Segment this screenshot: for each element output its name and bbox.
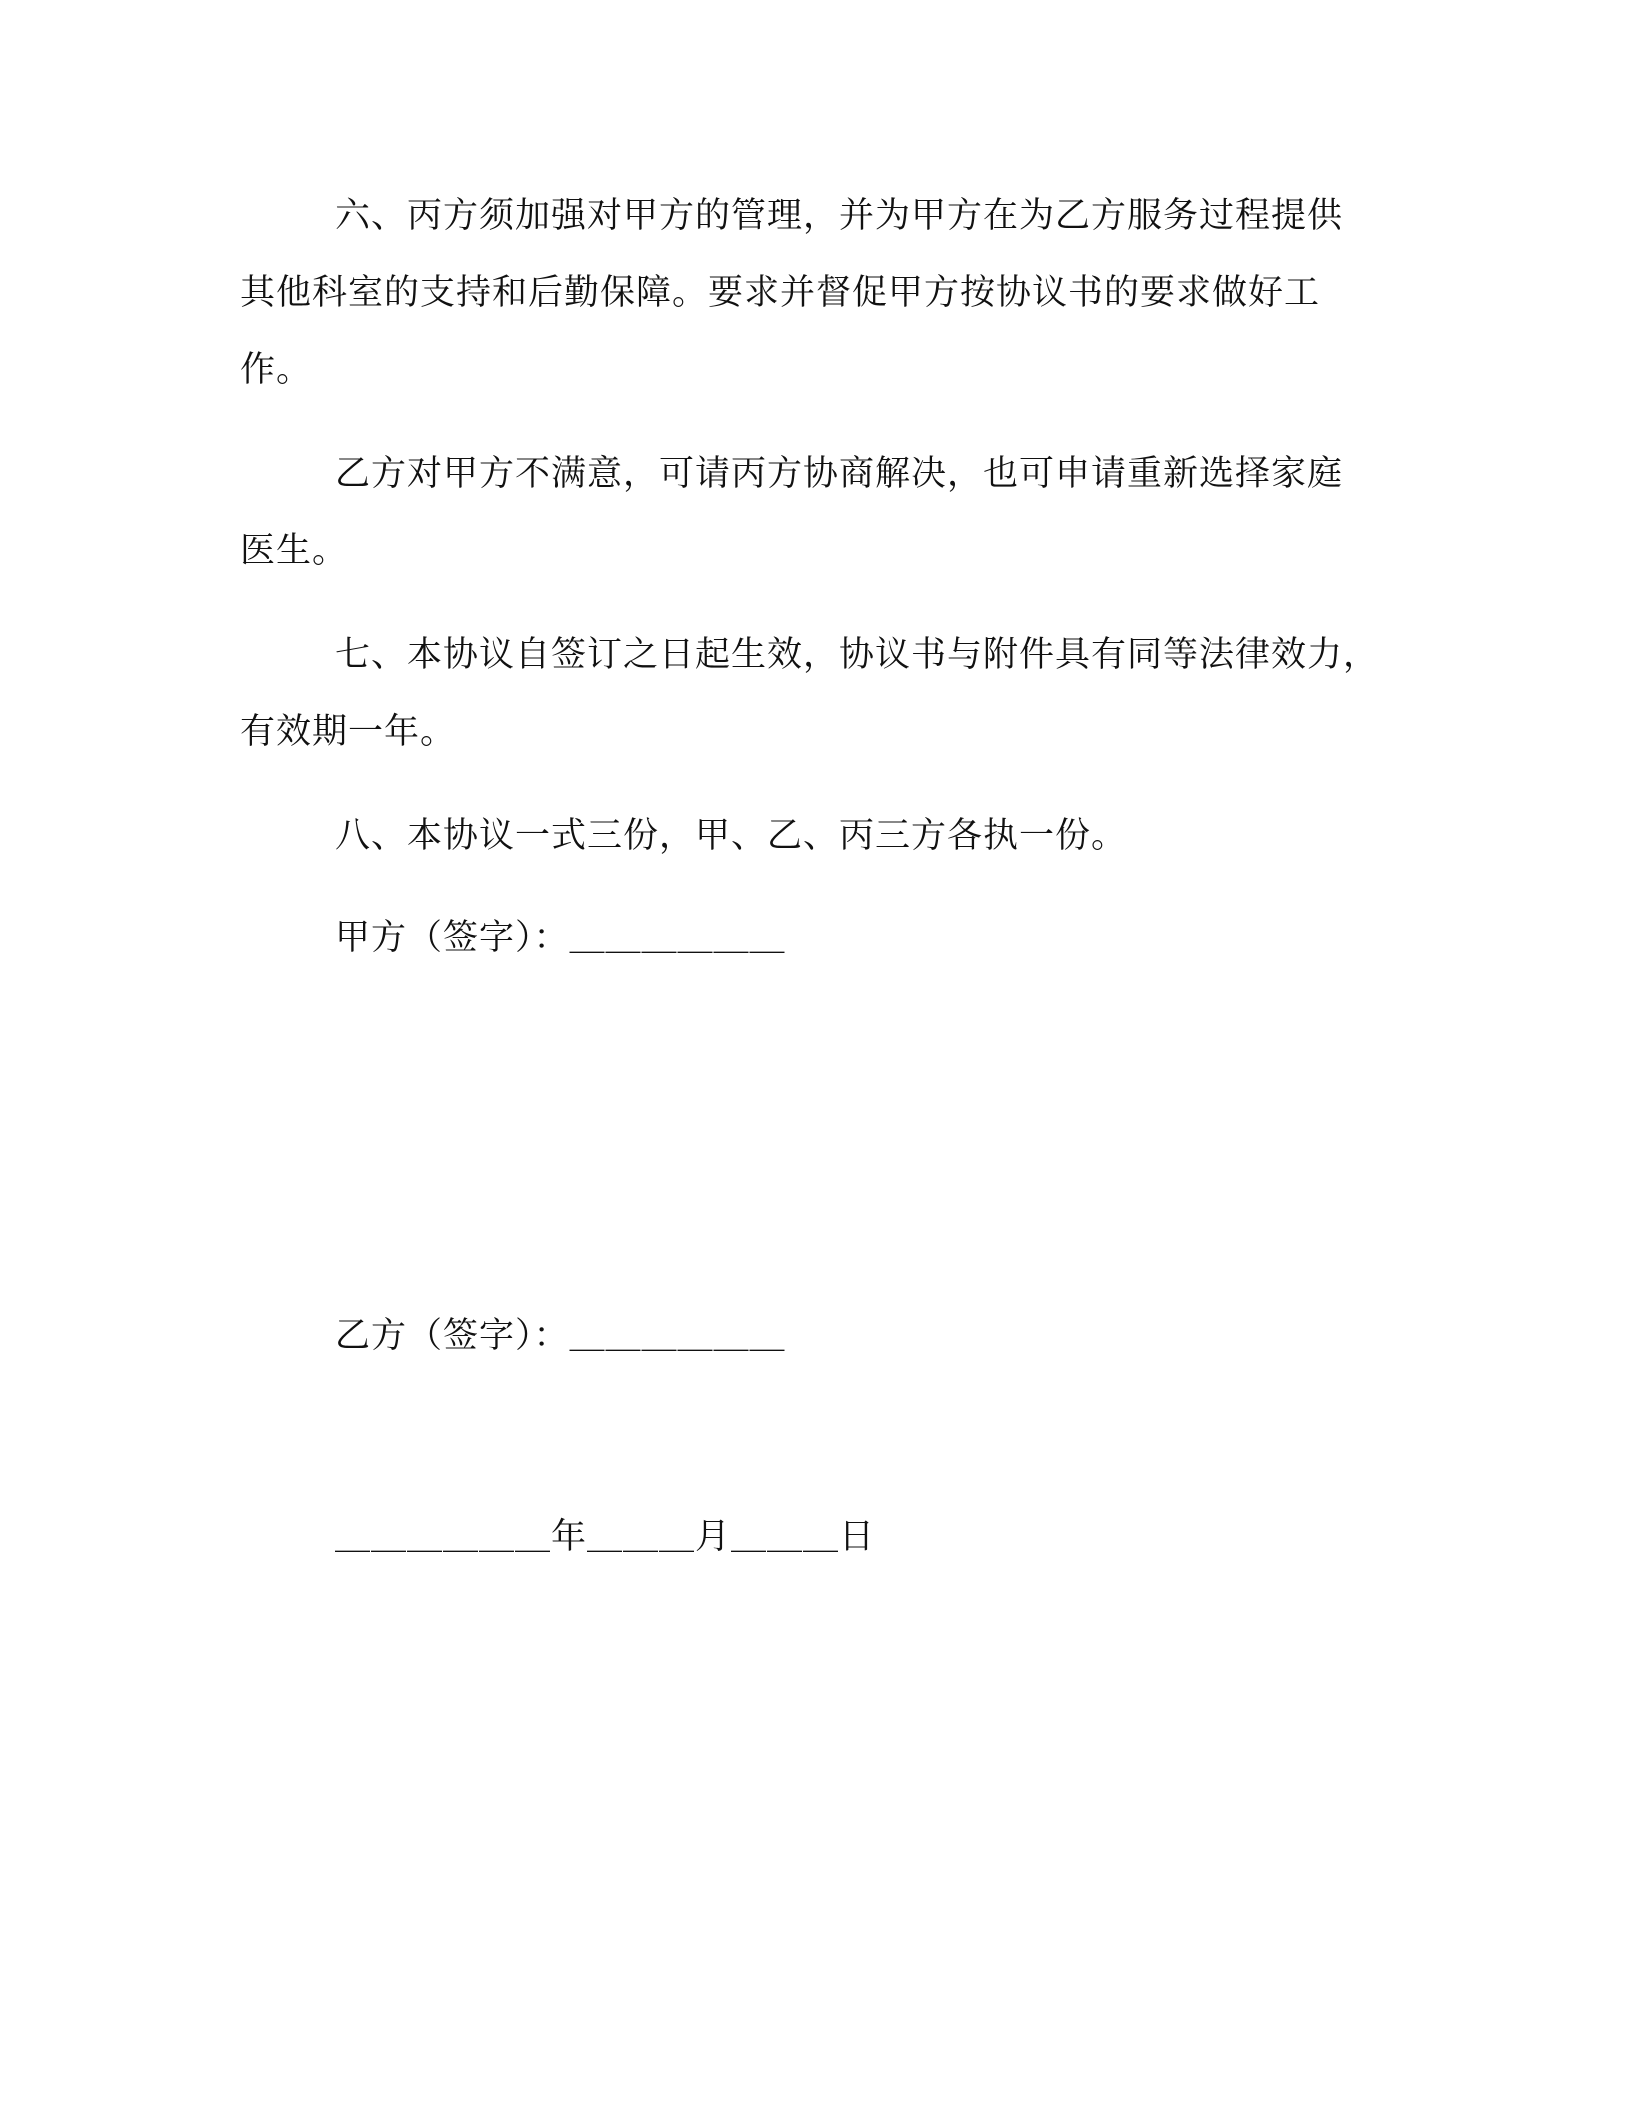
paragraph-6-line-3: 作。 (240, 350, 313, 390)
paragraph-7-line-2: 有效期一年。 (240, 712, 457, 752)
paragraph-6-line-1: 六、丙方须加强对甲方的管理，并为甲方在为乙方服务过程提供 (335, 196, 1344, 236)
paragraph-dissatisfaction-line-2: 医生。 (240, 531, 349, 571)
signature-date-line: ＿＿＿＿＿＿年＿＿＿月＿＿＿日 (335, 1517, 876, 1557)
party-a-signature-line: 甲方（签字）：＿＿＿＿＿＿ (335, 918, 786, 958)
paragraph-dissatisfaction-line-1: 乙方对甲方不满意，可请丙方协商解决，也可申请重新选择家庭 (335, 454, 1344, 494)
paragraph-7-line-1: 七、本协议自签订之日起生效，协议书与附件具有同等法律效力， (335, 635, 1380, 675)
party-b-signature-line: 乙方（签字）：＿＿＿＿＿＿ (335, 1316, 786, 1356)
paragraph-6-line-2: 其他科室的支持和后勤保障。要求并督促甲方按协议书的要求做好工 (240, 273, 1321, 313)
paragraph-8-line-1: 八、本协议一式三份，甲、乙、丙三方各执一份。 (335, 816, 1128, 856)
